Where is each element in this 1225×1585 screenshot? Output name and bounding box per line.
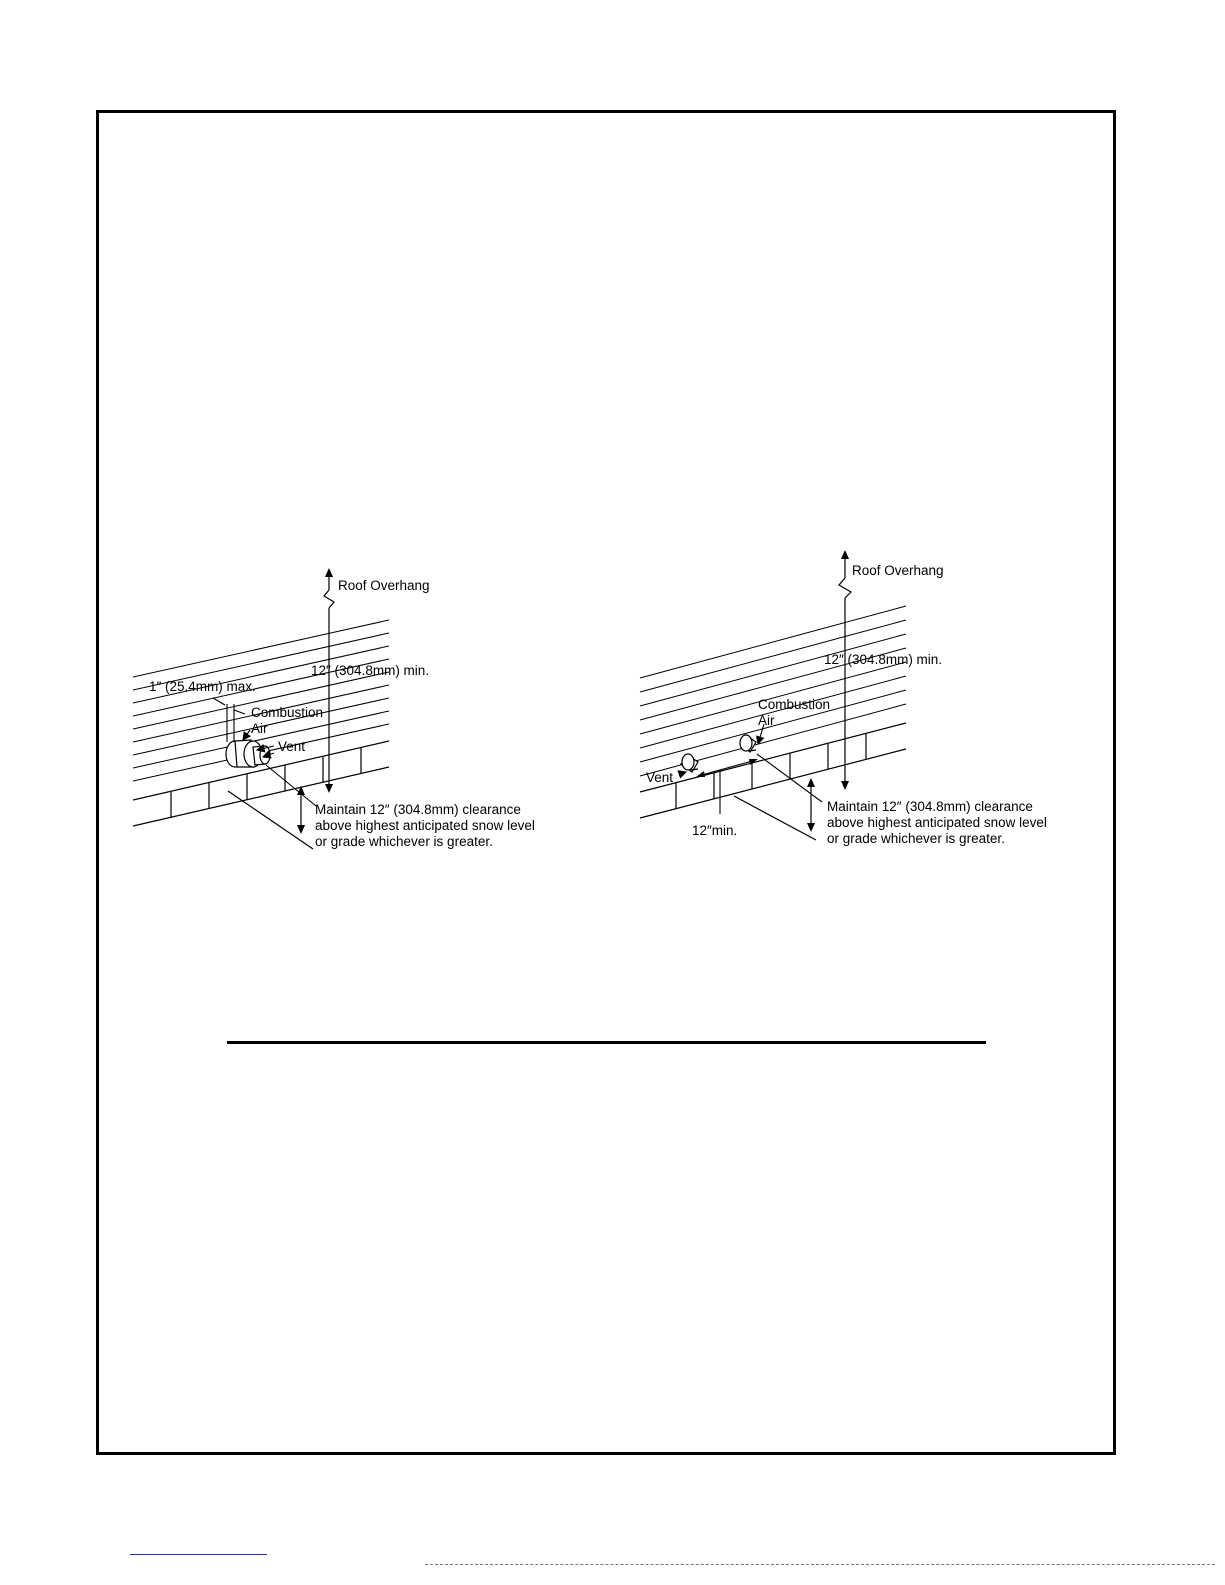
concentric-vent-diagram <box>133 564 549 850</box>
combustion-label: Combustion <box>251 705 324 720</box>
roof-dimension <box>324 570 334 790</box>
min-clearance-label: 12″ (304.8mm) min. <box>311 663 430 678</box>
combustion-air-pipe-icon <box>740 735 756 752</box>
clearance-line-3: or grade whichever is greater. <box>315 834 493 849</box>
vent-pipe-icon <box>681 754 698 772</box>
footer-rule <box>425 1564 1215 1565</box>
vent-label: Vent <box>278 739 306 754</box>
clearance-line-1: Maintain 12″ (304.8mm) clearance <box>827 799 1033 814</box>
max-offset-dimension <box>213 698 245 742</box>
clearance-line-2: above highest anticipated snow level <box>827 815 1047 830</box>
combustion-label: Combustion <box>758 697 831 712</box>
section-divider <box>227 1041 986 1044</box>
air-label: Air <box>251 721 268 736</box>
footer-link-underline <box>130 1554 267 1555</box>
vent-label: Vent <box>646 770 674 785</box>
concentric-vent-terminal-icon <box>226 740 270 767</box>
clearance-line-2: above highest anticipated snow level <box>315 818 535 833</box>
two-pipe-vent-diagram <box>636 548 1076 852</box>
max-offset-label: 1″ (25.4mm) max. <box>149 679 256 694</box>
roof-dimension <box>839 556 851 786</box>
min-clearance-label: 12″ (304.8mm) min. <box>824 652 943 667</box>
clearance-line-3: or grade whichever is greater. <box>827 831 1005 846</box>
clearance-line-1: Maintain 12″ (304.8mm) clearance <box>315 802 521 817</box>
air-label: Air <box>758 713 775 728</box>
pipe-spacing-dimension <box>698 760 756 814</box>
spacing-min-label: 12″min. <box>692 823 738 838</box>
roof-overhang-label: Roof Overhang <box>338 578 430 593</box>
roof-overhang-label: Roof Overhang <box>852 563 944 578</box>
